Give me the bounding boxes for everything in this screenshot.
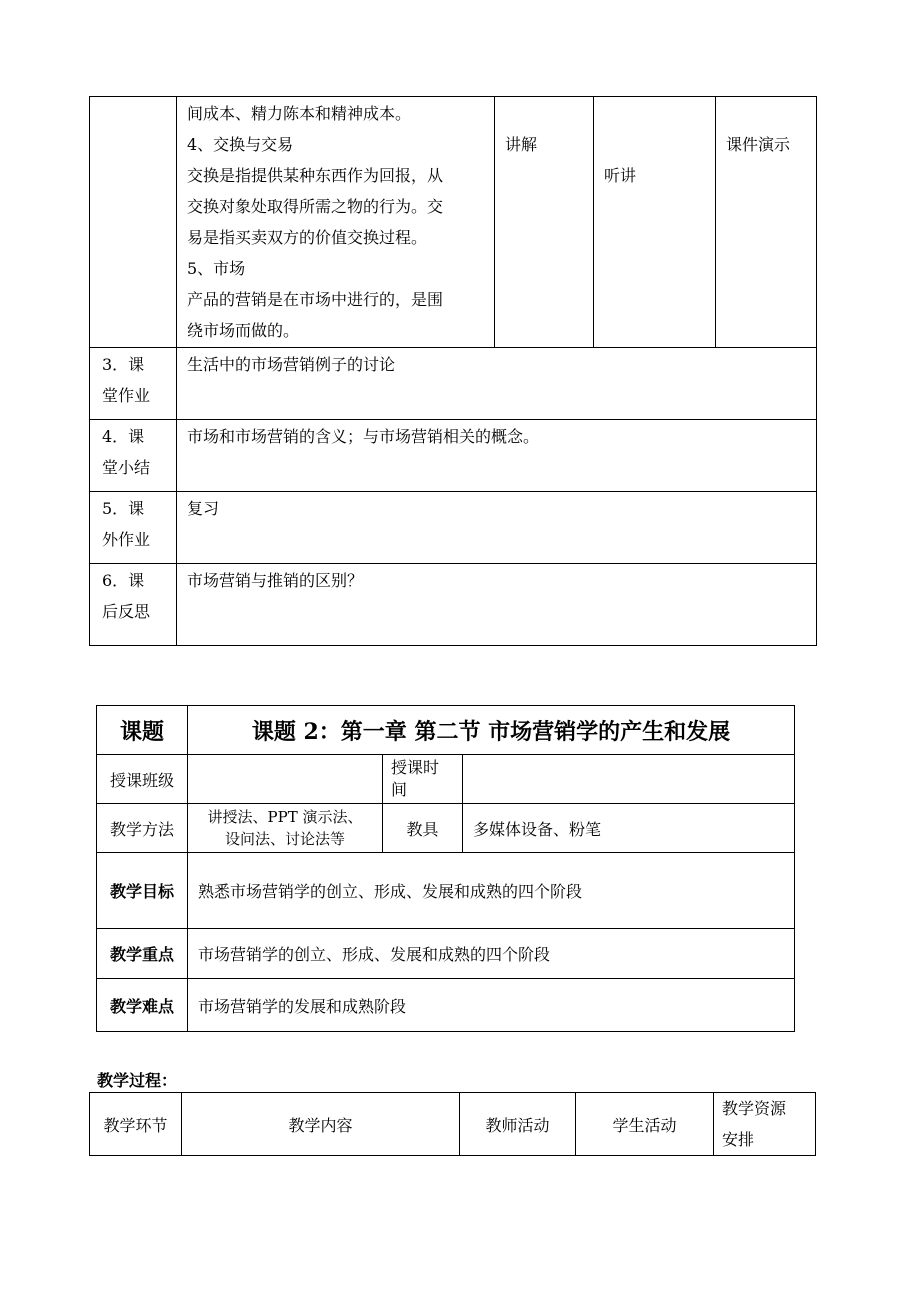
teacher-activity-cell bbox=[495, 97, 594, 348]
content-line: 交换是指提供某种东西作为回报，从 bbox=[187, 166, 444, 185]
row-content: 复习 bbox=[187, 499, 220, 518]
table-row bbox=[90, 564, 817, 646]
class-row bbox=[97, 755, 795, 804]
row-label: 4．课 bbox=[102, 427, 145, 446]
time-label-line: 间 bbox=[391, 780, 408, 799]
time-label-line: 授课时 bbox=[391, 758, 440, 777]
lesson-table-continued bbox=[89, 96, 817, 646]
key-row bbox=[97, 929, 795, 979]
resource: 课件演示 bbox=[726, 135, 791, 154]
empty-label-cell bbox=[90, 97, 177, 348]
topic-row bbox=[97, 706, 795, 755]
key-label: 教学重点 bbox=[97, 929, 188, 979]
goal-label: 教学目标 bbox=[97, 853, 188, 929]
lesson-info-table bbox=[96, 705, 795, 1032]
topic-title: 课题 2：第一章 第二节 市场营销学的产生和发展 bbox=[188, 706, 795, 755]
row-label: 3．课 bbox=[102, 355, 145, 374]
content-cell bbox=[177, 97, 495, 348]
row-content: 生活中的市场营销例子的讨论 bbox=[187, 355, 396, 374]
content-line: 间成本、精力陈本和精神成本。 bbox=[187, 104, 412, 123]
goal-row bbox=[97, 853, 795, 929]
table-row bbox=[90, 420, 817, 492]
process-heading: 教学过程： bbox=[97, 1071, 178, 1090]
content-line: 交换对象处取得所需之物的行为。交 bbox=[187, 197, 444, 216]
tools-value: 多媒体设备、粉笔 bbox=[463, 804, 795, 853]
table-row bbox=[90, 492, 817, 564]
process-header-row bbox=[90, 1093, 816, 1156]
content-row bbox=[90, 97, 817, 348]
content-line: 4、交换与交易 bbox=[187, 135, 294, 154]
method-value bbox=[188, 804, 383, 853]
content-line: 产品的营销是在市场中进行的，是围 bbox=[187, 290, 444, 309]
content-line: 5、市场 bbox=[187, 259, 246, 278]
resource-line: 安排 bbox=[722, 1130, 755, 1149]
process-table bbox=[89, 1092, 816, 1156]
difficulty-label: 教学难点 bbox=[97, 979, 188, 1032]
process-col-resource bbox=[714, 1093, 816, 1156]
student-activity: 听讲 bbox=[604, 166, 637, 185]
student-activity-cell bbox=[594, 97, 716, 348]
class-value bbox=[188, 755, 383, 804]
goal-value: 熟悉市场营销学的创立、形成、发展和成熟的四个阶段 bbox=[188, 853, 795, 929]
method-label: 教学方法 bbox=[97, 804, 188, 853]
method-line: 讲授法、PPT 演示法、 bbox=[207, 808, 363, 826]
key-value: 市场营销学的创立、形成、发展和成熟的四个阶段 bbox=[188, 929, 795, 979]
row-content: 市场和市场营销的含义；与市场营销相关的概念。 bbox=[187, 427, 540, 446]
difficulty-row bbox=[97, 979, 795, 1032]
content-line: 绕市场而做的。 bbox=[187, 321, 300, 340]
teacher-activity: 讲解 bbox=[505, 135, 538, 154]
time-label bbox=[383, 755, 463, 804]
process-col-content: 教学内容 bbox=[182, 1093, 460, 1156]
process-col-teacher: 教师活动 bbox=[460, 1093, 576, 1156]
row-label: 外作业 bbox=[102, 530, 151, 549]
content-line: 易是指买卖双方的价值交换过程。 bbox=[187, 228, 428, 247]
method-row bbox=[97, 804, 795, 853]
class-label: 授课班级 bbox=[97, 755, 188, 804]
tools-label: 教具 bbox=[383, 804, 463, 853]
difficulty-value: 市场营销学的发展和成熟阶段 bbox=[188, 979, 795, 1032]
topic-label: 课题 bbox=[97, 706, 188, 755]
time-value bbox=[463, 755, 795, 804]
process-col-student: 学生活动 bbox=[576, 1093, 714, 1156]
process-col-stage: 教学环节 bbox=[90, 1093, 182, 1156]
method-line: 设问法、讨论法等 bbox=[224, 830, 345, 848]
row-content: 市场营销与推销的区别？ bbox=[187, 571, 364, 590]
resource-line: 教学资源 bbox=[722, 1099, 787, 1118]
row-label: 5．课 bbox=[102, 499, 145, 518]
row-label: 堂小结 bbox=[102, 458, 151, 477]
row-label: 后反思 bbox=[102, 602, 151, 621]
row-label: 堂作业 bbox=[102, 386, 151, 405]
resource-cell bbox=[716, 97, 817, 348]
table-row bbox=[90, 348, 817, 420]
row-label: 6．课 bbox=[102, 571, 145, 590]
